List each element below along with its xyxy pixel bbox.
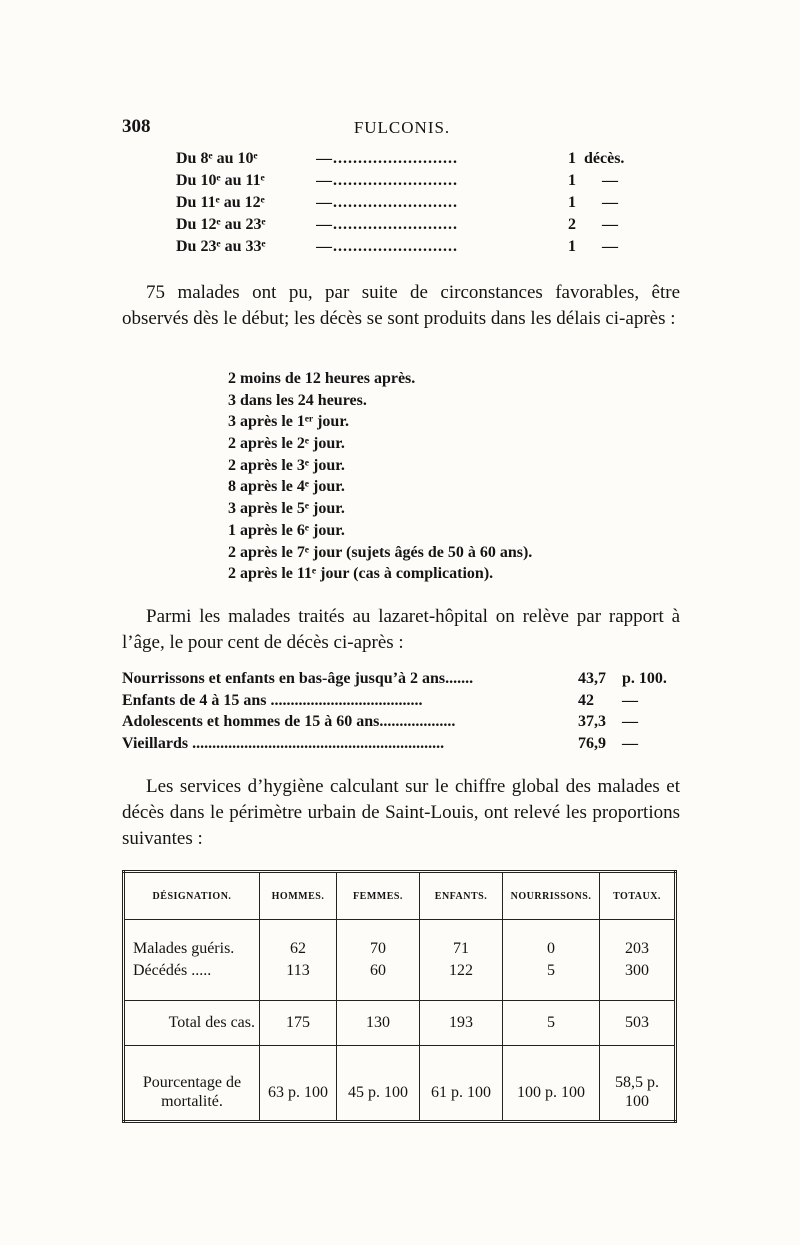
rate-unit: p. 100.	[622, 670, 667, 687]
interval-label: Du 12ᵉ au 23ᵉ	[176, 216, 266, 233]
rate-unit: —	[622, 691, 638, 709]
table-cell: 58,5 p. 100	[600, 1064, 676, 1122]
interval-label: Du 10ᵉ au 11ᵉ	[176, 172, 265, 189]
age-mortality-list	[122, 670, 682, 756]
body-paragraph: 75 malades ont pu, par suite de circonstances favorables, être observés dès le début; les décès se sont produits dans les délais ci-après :	[122, 282, 680, 329]
ditto-dash: —	[602, 194, 618, 211]
count-unit: décès.	[584, 150, 625, 167]
ditto-dash: —	[602, 216, 618, 233]
list-item: 2 après le 7ᵉ jour (sujets âgés de 50 à 60 ans).	[228, 543, 533, 561]
page-header	[122, 116, 682, 142]
interval-label: Du 11ᵉ au 12ᵉ	[176, 194, 265, 211]
table-cell: 0	[503, 938, 600, 960]
death-timing-list	[228, 370, 668, 587]
death-count: 1	[568, 172, 576, 189]
mortality-rate: 42	[578, 691, 594, 709]
column-header: FEMMES.	[337, 872, 420, 920]
table-cell: 100 p. 100	[503, 1064, 600, 1122]
rate-unit: —	[622, 734, 638, 752]
percentage-row	[124, 1064, 676, 1122]
death-count: 1	[568, 194, 576, 211]
list-item	[176, 216, 636, 238]
row-label: Décédés .....	[124, 960, 260, 982]
table-cell: 130	[337, 1001, 420, 1046]
age-group-label: Nourrissons et enfants en bas-âge jusqu’à 2 ans.......	[122, 670, 474, 687]
list-item	[176, 194, 636, 216]
table-cell: 175	[260, 1001, 337, 1046]
table-cell: 503	[600, 1001, 676, 1046]
column-header: DÉSIGNATION.	[124, 872, 260, 920]
table-cell: 193	[420, 1001, 503, 1046]
dot-leader: —.........................	[316, 194, 458, 211]
row-label: Pourcentage de mortalité.	[124, 1064, 260, 1122]
list-item: 3 dans les 24 heures.	[228, 391, 367, 409]
page-number: 308	[122, 116, 151, 137]
mortality-rate: 76,9	[578, 734, 606, 752]
interval-label: Du 8ᵉ au 10ᵉ	[176, 150, 258, 167]
row-label: Total des cas.	[124, 1001, 260, 1046]
table-cell: 60	[337, 960, 420, 982]
list-item	[122, 692, 682, 714]
death-count: 2	[568, 216, 576, 233]
list-item	[176, 172, 636, 194]
rate-unit: —	[622, 713, 638, 730]
list-item: 1 après le 6ᵉ jour.	[228, 521, 345, 539]
death-interval-list	[176, 150, 636, 260]
dot-leader: —.........................	[316, 172, 458, 189]
list-item: 3 après le 5ᵉ jour.	[228, 500, 345, 518]
death-count: 1	[568, 238, 576, 255]
table-cell: 45 p. 100	[337, 1064, 420, 1122]
table-header-row	[124, 872, 676, 920]
table-cell: 70	[337, 938, 420, 960]
row-label: Malades guéris.	[124, 938, 260, 960]
table-cell: 5	[503, 960, 600, 982]
death-count: 1	[568, 150, 576, 167]
table-cell: 63 p. 100	[260, 1064, 337, 1122]
ditto-dash: —	[602, 238, 618, 255]
column-header: NOURRISSONS.	[503, 872, 600, 920]
list-item: 2 après le 11ᵉ jour (cas à complication).	[228, 565, 494, 583]
total-row	[124, 1001, 676, 1046]
age-group-label: Vieillards ...............................................................	[122, 734, 445, 752]
mortality-rate: 43,7	[578, 670, 606, 687]
table-cell: 61 p. 100	[420, 1064, 503, 1122]
table-cell: 203	[600, 938, 676, 960]
list-item	[122, 670, 682, 692]
spacer-row	[124, 920, 676, 939]
list-item	[176, 238, 636, 260]
body-paragraph: Les services d’hygiène calculant sur le chiffre global des malades et décès dans le périmètre urbain de Saint-Louis, ont relevé les proportions suivantes :	[122, 776, 680, 849]
ditto-dash: —	[602, 172, 618, 189]
age-group-label: Enfants de 4 à 15 ans ......................................	[122, 691, 423, 709]
column-header: TOTAUX.	[600, 872, 676, 920]
table-cell: 113	[260, 960, 337, 982]
dot-leader: —.........................	[316, 238, 458, 255]
column-header: ENFANTS.	[420, 872, 503, 920]
table-row	[124, 938, 676, 960]
spacer-row	[124, 1046, 676, 1065]
table-row	[124, 960, 676, 982]
running-title: FULCONIS.	[353, 118, 451, 137]
table-cell: 122	[420, 960, 503, 982]
list-item	[122, 713, 682, 735]
table-cell: 62	[260, 938, 337, 960]
dot-leader: —.........................	[316, 150, 458, 167]
list-item: 2 après le 3ᵉ jour.	[228, 456, 345, 474]
mortality-table	[122, 870, 677, 1123]
column-header: HOMMES.	[260, 872, 337, 920]
list-item	[176, 150, 636, 172]
list-item: 2 après le 2ᵉ jour.	[228, 435, 345, 453]
interval-label: Du 23ᵉ au 33ᵉ	[176, 238, 266, 255]
body-paragraph: Parmi les malades traités au lazaret-hôpital on relève par rapport à l’âge, le pour cent de décès ci-après :	[122, 606, 680, 653]
list-item: 3 après le 1ᵉʳ jour.	[228, 413, 349, 431]
list-item: 2 moins de 12 heures après.	[228, 370, 416, 387]
list-item	[122, 735, 682, 757]
dot-leader: —.........................	[316, 216, 458, 233]
table-cell: 300	[600, 960, 676, 982]
table-cell: 71	[420, 938, 503, 960]
list-item: 8 après le 4ᵉ jour.	[228, 478, 345, 496]
age-group-label: Adolescents et hommes de 15 à 60 ans...................	[122, 713, 456, 730]
mortality-rate: 37,3	[578, 713, 606, 730]
table-cell: 5	[503, 1001, 600, 1046]
spacer-row	[124, 982, 676, 1001]
